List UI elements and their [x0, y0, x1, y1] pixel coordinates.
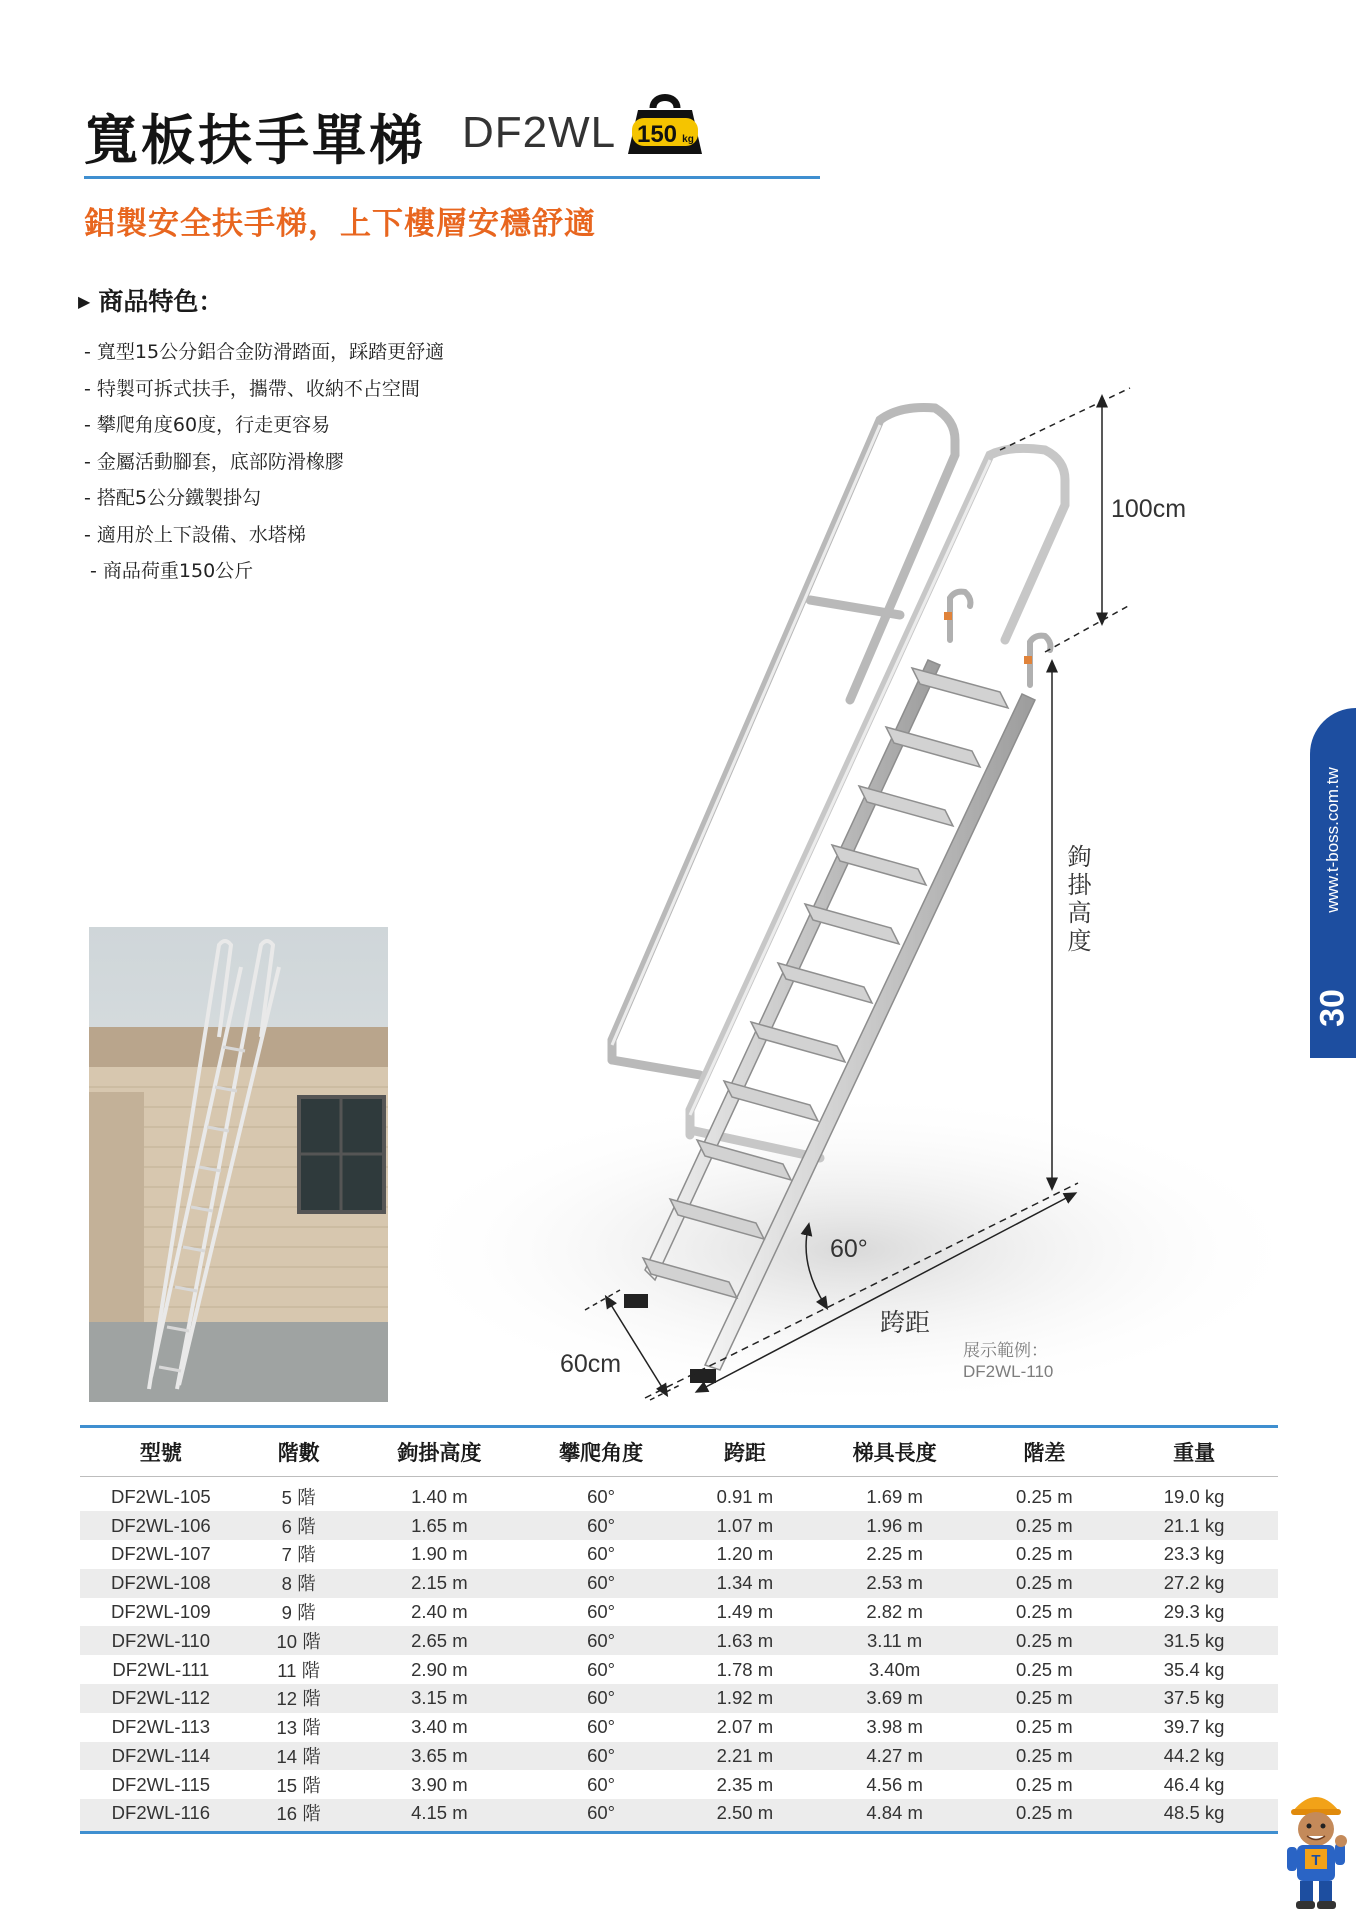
- table-cell: 2.65 m: [356, 1626, 524, 1655]
- feature-item: - 搭配5公分鐵製掛勾: [84, 487, 261, 509]
- table-row: [80, 1598, 1278, 1627]
- table-cell: 3.40m: [868, 1658, 921, 1680]
- hook-left: [950, 592, 970, 640]
- triangle-bullet-icon: ▶: [78, 292, 91, 311]
- table-cell: 13 階: [276, 1717, 321, 1739]
- example-model: DF2WL-110: [963, 1362, 1054, 1381]
- column-header: 梯具長度: [811, 1427, 979, 1477]
- table-cell: 27.2 kg: [1110, 1569, 1278, 1598]
- table-cell: 1.96 m: [811, 1511, 979, 1540]
- example-label: 展示範例：: [963, 1341, 1048, 1360]
- column-header: 跨距: [679, 1427, 811, 1477]
- hook-pad: [944, 612, 952, 620]
- table-cell: 3.90 m: [411, 1773, 468, 1795]
- table-cell: 1.90 m: [411, 1543, 468, 1565]
- table-cell: DF2WL-106: [80, 1511, 242, 1540]
- table-cell: DF2WL-111: [112, 1658, 210, 1680]
- table-cell: 16 階: [242, 1799, 356, 1832]
- table-cell: 37.5 kg: [1110, 1684, 1278, 1713]
- table-cell: 12 階: [242, 1684, 356, 1713]
- mascot-letter: T: [1311, 1852, 1321, 1869]
- table-cell: 0.25 m: [1016, 1773, 1073, 1795]
- table-cell: 1.65 m: [356, 1511, 524, 1540]
- feature-item: - 商品荷重150公斤: [90, 560, 254, 582]
- table-cell: 1.34 m: [679, 1569, 811, 1598]
- table-cell: 48.5 kg: [1110, 1799, 1278, 1832]
- table-cell: 3.11 m: [811, 1626, 979, 1655]
- table-cell: DF2WL-105: [110, 1486, 211, 1508]
- dimension-handrail-label: 100cm: [1111, 495, 1187, 523]
- ladder-foot-right: [690, 1369, 716, 1383]
- feature-item: - 攀爬角度60度，行走更容易: [84, 414, 331, 436]
- table-cell: 2.25 m: [866, 1543, 923, 1565]
- table-cell: 10 階: [242, 1626, 356, 1655]
- feature-item: - 特製可拆式扶手，攜帶、收納不占空間: [84, 377, 420, 400]
- page-number: 30: [1313, 989, 1352, 1027]
- column-header: 階差: [978, 1427, 1110, 1477]
- table-cell: 0.25 m: [978, 1511, 1110, 1540]
- dimension-span-label: 跨距: [879, 1308, 931, 1337]
- table-row: [80, 1569, 1278, 1598]
- column-header: 攀爬角度: [523, 1427, 679, 1477]
- table-cell: DF2WL-110: [80, 1626, 242, 1655]
- table-cell: 7 階: [281, 1544, 316, 1566]
- table-cell: 2.40 m: [411, 1601, 468, 1623]
- table-cell: 0.25 m: [978, 1626, 1110, 1655]
- table-cell: 60°: [587, 1486, 616, 1508]
- table-cell: 1.49 m: [716, 1601, 774, 1623]
- table-cell: 1.20 m: [716, 1543, 774, 1565]
- table-cell: 60°: [587, 1773, 616, 1795]
- table-cell: 0.25 m: [1016, 1486, 1073, 1508]
- table-row: [80, 1626, 1278, 1655]
- table-cell: DF2WL-114: [80, 1742, 242, 1771]
- table-cell: 0.25 m: [978, 1684, 1110, 1713]
- table-cell: 4.84 m: [811, 1799, 979, 1832]
- table-cell: 46.4 kg: [1163, 1773, 1225, 1795]
- table-cell: 0.91 m: [716, 1486, 774, 1508]
- table-cell: 6 階: [242, 1511, 356, 1540]
- feature-item: - 金屬活動腳套，底部防滑橡膠: [84, 450, 344, 473]
- ladder-foot-left: [624, 1294, 648, 1308]
- table-cell: 3.69 m: [811, 1684, 979, 1713]
- table-cell: DF2WL-113: [111, 1716, 211, 1738]
- hook-right: [1030, 636, 1050, 685]
- table-header-row: [80, 1427, 1278, 1477]
- table-cell: 2.07 m: [716, 1716, 774, 1738]
- table-cell: 1.78 m: [716, 1658, 774, 1680]
- table-cell: 3.65 m: [356, 1742, 524, 1771]
- table-cell: 60°: [587, 1658, 616, 1680]
- mascot-worker-icon: [1283, 1783, 1349, 1911]
- table-cell: 60°: [523, 1742, 679, 1771]
- table-cell: 1.07 m: [679, 1511, 811, 1540]
- dimension-hook-height-label: 鉤掛高度: [1063, 844, 1091, 956]
- handrail-highlight: [612, 425, 990, 1115]
- page-title: 寬板扶手單梯: [84, 109, 426, 172]
- spec-table: [80, 1425, 1278, 1834]
- dimension-width-label: 60cm: [560, 1350, 622, 1378]
- table-cell: 0.25 m: [1016, 1601, 1073, 1623]
- table-cell: 5 階: [281, 1487, 316, 1509]
- table-row: [80, 1742, 1278, 1771]
- table-cell: 4.27 m: [811, 1742, 979, 1771]
- feature-item: - 寬型15公分鋁合金防滑踏面，踩踏更舒適: [84, 341, 445, 363]
- column-header: 型號: [80, 1427, 242, 1477]
- table-cell: 3.98 m: [866, 1716, 923, 1738]
- table-row: [80, 1540, 1278, 1569]
- weight-capacity-icon: [626, 90, 704, 160]
- angle-label: 60°: [830, 1235, 868, 1263]
- table-body: [80, 1477, 1278, 1833]
- table-cell: 8 階: [242, 1569, 356, 1598]
- column-header: 階數: [242, 1427, 356, 1477]
- badge-unit: kg: [682, 134, 694, 145]
- table-cell: DF2WL-116: [80, 1799, 242, 1832]
- table-cell: DF2WL-115: [111, 1773, 211, 1795]
- table-cell: 1.63 m: [679, 1626, 811, 1655]
- table-cell: 23.3 kg: [1163, 1543, 1225, 1565]
- table-cell: 2.82 m: [866, 1601, 923, 1623]
- table-cell: 39.7 kg: [1163, 1716, 1225, 1738]
- column-header: 鉤掛高度: [356, 1427, 524, 1477]
- table-cell: 60°: [587, 1601, 616, 1623]
- table-cell: DF2WL-108: [80, 1569, 242, 1598]
- table-row: [80, 1713, 1278, 1742]
- column-header: 重量: [1110, 1427, 1278, 1477]
- page-subtitle: 鋁製安全扶手梯，上下樓層安穩舒適: [84, 206, 596, 242]
- table-cell: 21.1 kg: [1110, 1511, 1278, 1540]
- table-cell: 60°: [523, 1626, 679, 1655]
- table-row: [80, 1477, 1278, 1512]
- table-cell: 3.15 m: [356, 1684, 524, 1713]
- badge-number: 150: [636, 121, 678, 148]
- table-cell: 1.40 m: [411, 1486, 468, 1508]
- table-cell: 60°: [523, 1684, 679, 1713]
- features-heading-text: 商品特色：: [98, 287, 224, 316]
- product-photo: [89, 927, 388, 1402]
- table-cell: 3.40 m: [411, 1716, 468, 1738]
- table-cell: 9 階: [281, 1602, 316, 1624]
- table-cell: 0.25 m: [978, 1742, 1110, 1771]
- table-cell: DF2WL-109: [110, 1601, 211, 1623]
- table-cell: 31.5 kg: [1110, 1626, 1278, 1655]
- table-cell: 2.53 m: [811, 1569, 979, 1598]
- table-cell: 60°: [523, 1511, 679, 1540]
- table-cell: 4.56 m: [866, 1773, 923, 1795]
- table-cell: 35.4 kg: [1163, 1658, 1225, 1680]
- table-cell: 60°: [587, 1716, 616, 1738]
- table-cell: 2.35 m: [716, 1773, 774, 1795]
- table-cell: 29.3 kg: [1163, 1601, 1225, 1623]
- table-cell: 60°: [587, 1543, 616, 1565]
- table-row: [80, 1684, 1278, 1713]
- table-cell: 0.25 m: [1016, 1543, 1073, 1565]
- table-cell: 11 階: [277, 1659, 321, 1681]
- table-cell: 0.25 m: [1016, 1716, 1073, 1738]
- table-cell: 60°: [523, 1569, 679, 1598]
- table-cell: 4.15 m: [356, 1799, 524, 1832]
- table-cell: 60°: [523, 1799, 679, 1832]
- table-cell: 14 階: [242, 1742, 356, 1771]
- table-cell: 0.25 m: [978, 1799, 1110, 1832]
- table-row: [80, 1655, 1278, 1684]
- table-cell: 0.25 m: [1016, 1658, 1073, 1680]
- table-cell: 2.15 m: [356, 1569, 524, 1598]
- table-cell: 1.92 m: [679, 1684, 811, 1713]
- features-heading: [78, 282, 223, 318]
- table-cell: 2.90 m: [411, 1658, 468, 1680]
- hook-pad: [1024, 656, 1032, 664]
- table-cell: 1.69 m: [866, 1486, 923, 1508]
- feature-item: - 適用於上下設備、水塔梯: [84, 523, 306, 546]
- table-cell: 19.0 kg: [1163, 1486, 1225, 1508]
- website-url: www.t-boss.com.tw: [1323, 767, 1342, 913]
- table-row: [80, 1770, 1278, 1799]
- table-cell: 0.25 m: [978, 1569, 1110, 1598]
- model-code: DF2WL: [462, 108, 617, 157]
- table-cell: 44.2 kg: [1110, 1742, 1278, 1771]
- table-cell: 15 階: [276, 1774, 321, 1796]
- table-cell: DF2WL-107: [110, 1543, 211, 1565]
- table-row: [80, 1511, 1278, 1540]
- example-note: [963, 1340, 1053, 1382]
- table-cell: DF2WL-112: [80, 1684, 242, 1713]
- table-row: [80, 1799, 1278, 1832]
- table-cell: 2.21 m: [679, 1742, 811, 1771]
- table-cell: 2.50 m: [679, 1799, 811, 1832]
- title-divider: [84, 176, 820, 179]
